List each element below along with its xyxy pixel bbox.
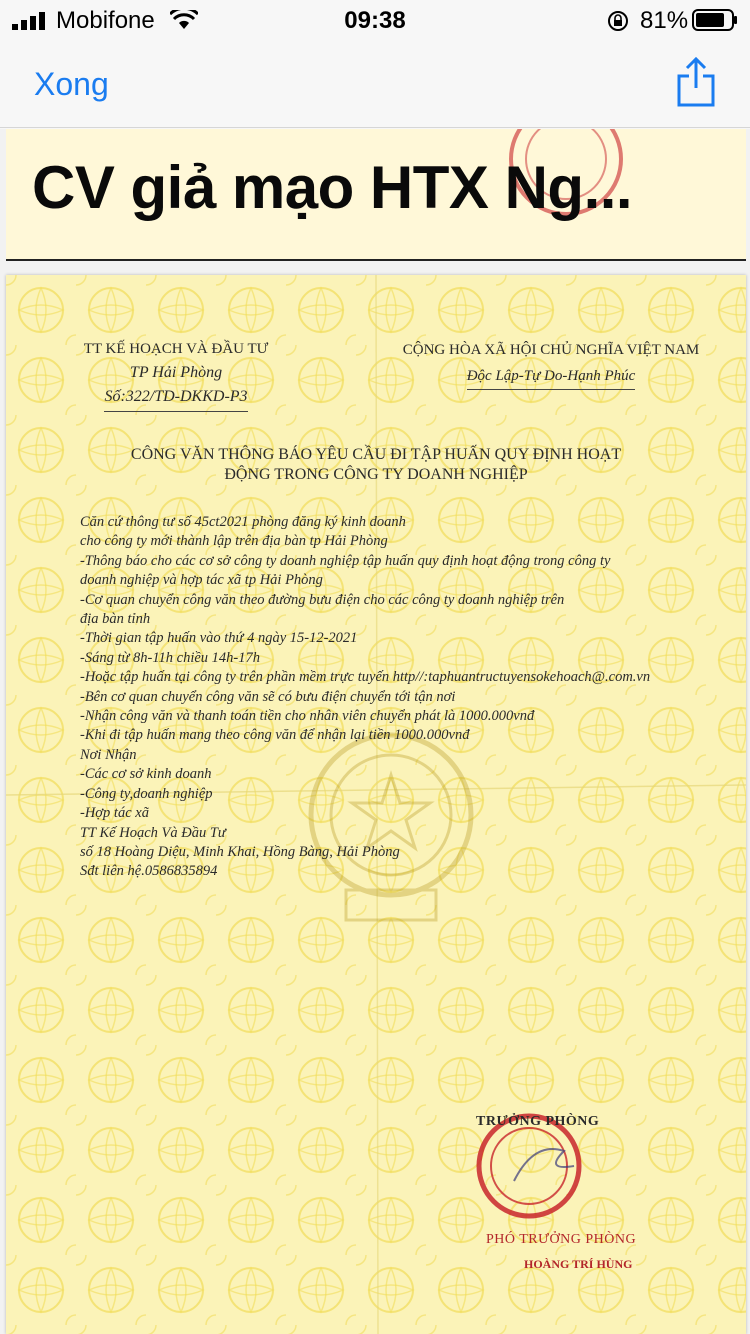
body-line: -Các cơ sở kinh doanh bbox=[80, 766, 212, 783]
national-header bbox=[386, 337, 716, 390]
body-line: -Hoặc tập huấn tại công ty trên phần mềm trực tuyến http//:taphuantructuyensokehoach@.com.vn bbox=[80, 669, 651, 686]
issuer-block bbox=[46, 337, 306, 412]
document-viewer[interactable] bbox=[0, 129, 750, 1334]
battery-icon bbox=[692, 9, 738, 31]
body-line: -Khi đi tập huấn mang theo công văn để nhận lại tiền 1000.000vnđ bbox=[80, 727, 470, 744]
body-line: -Bên cơ quan chuyển công văn sẽ có bưu điện chuyển tới tận nơi bbox=[80, 688, 456, 705]
heading-line: ĐỘNG TRONG CÔNG TY DOANH NGHIỆP bbox=[224, 466, 528, 483]
document-page bbox=[6, 275, 746, 1334]
done-button[interactable]: Xong bbox=[34, 66, 109, 102]
signer-deputy-title: PHÓ TRƯỞNG PHÒNG bbox=[486, 1232, 637, 1247]
issuer-city: TP Hải Phòng bbox=[129, 364, 223, 381]
body-line: cho công ty mới thành lập trên địa bàn tp Hải Phòng bbox=[80, 533, 388, 550]
navigation-bar bbox=[0, 40, 750, 128]
clock: 09:38 bbox=[344, 7, 406, 34]
body-line: Nơi Nhận bbox=[80, 746, 137, 763]
body-line: -Thông báo cho các cơ sở công ty doanh nghiệp tập huấn quy định hoạt động trong công ty bbox=[80, 552, 611, 569]
body-line: -Công ty,doanh nghiệp bbox=[80, 785, 213, 802]
body-line: -Cơ quan chuyển công văn theo đường bưu điện cho các công ty doanh nghiệp trên bbox=[80, 591, 565, 608]
status-bar bbox=[0, 0, 750, 40]
share-icon[interactable] bbox=[674, 56, 718, 108]
body-line: Sđt liên hệ.0586835894 bbox=[80, 863, 218, 880]
document-number: Số:322/TD-DKKD-P3 bbox=[104, 385, 247, 412]
nation-name: CỘNG HÒA XÃ HỘI CHỦ NGHĨA VIỆT NAM bbox=[402, 342, 700, 358]
body-line: số 18 Hoàng Diệu, Minh Khai, Hồng Bàng, Hải Phòng bbox=[80, 843, 400, 860]
body-line: Căn cứ thông tư số 45ct2021 phòng đăng ký kinh doanh bbox=[80, 514, 406, 530]
heading-line: CÔNG VĂN THÔNG BÁO YÊU CẦU ĐI TẬP HUẤN QUY ĐỊNH HOẠT bbox=[130, 446, 622, 463]
body-line: TT Kế Hoạch Và Đầu Tư bbox=[80, 824, 226, 841]
issuer-agency: TT KẾ HOẠCH VÀ ĐẦU TƯ bbox=[83, 341, 269, 357]
carrier-name: Mobifone bbox=[56, 7, 155, 34]
document-heading bbox=[66, 445, 686, 485]
document-body bbox=[80, 513, 730, 882]
body-line: doanh nghiệp và hợp tác xã tp Hải Phòng bbox=[80, 572, 323, 589]
battery-percent: 81% bbox=[640, 7, 689, 34]
national-motto: Độc Lập-Tự Do-Hạnh Phúc bbox=[467, 363, 636, 390]
body-line: -Thời gian tập huấn vào thứ 4 ngày 15-12-2021 bbox=[80, 630, 358, 647]
rotation-lock-icon bbox=[607, 10, 629, 32]
signer-role: TRƯỞNG PHÒNG bbox=[476, 1114, 600, 1129]
document-title: CV giả mạo HTX Ng... bbox=[32, 154, 633, 221]
signer-name: HOÀNG TRÍ HÙNG bbox=[524, 1257, 633, 1271]
document-title-card bbox=[6, 129, 746, 261]
body-line: địa bàn tỉnh bbox=[80, 611, 151, 628]
body-line: -Sáng từ 8h-11h chiều 14h-17h bbox=[80, 649, 260, 666]
body-line: -Nhận công văn và thanh toán tiền cho nhân viên chuyển phát là 1000.000vnđ bbox=[80, 708, 535, 725]
body-line: -Hợp tác xã bbox=[80, 805, 149, 822]
